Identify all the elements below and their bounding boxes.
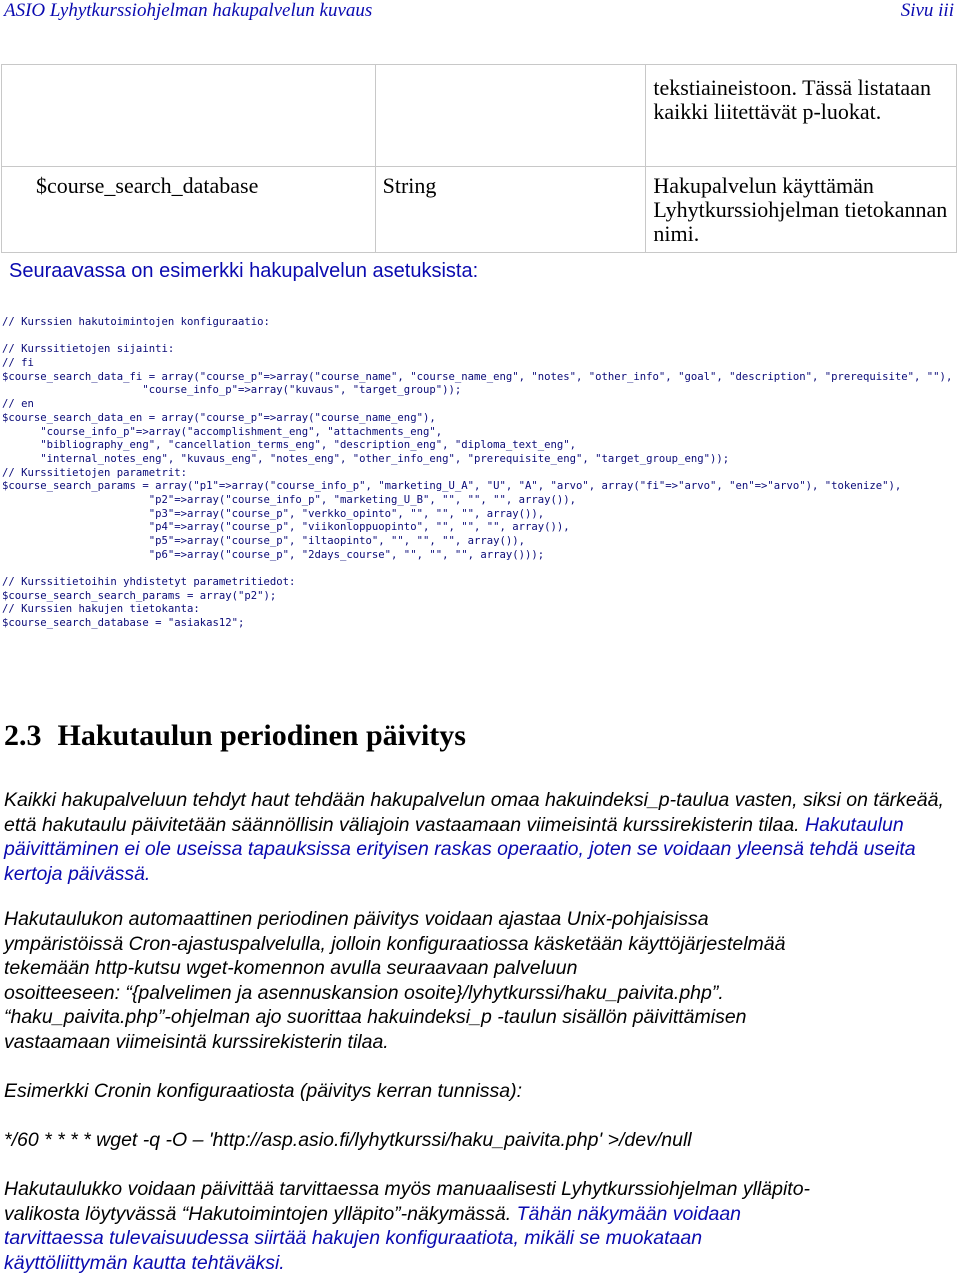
code-line: "bibliography_eng", "cancellation_terms_eng", "description_eng", "diploma_text_eng", [2, 439, 577, 452]
table-row [2, 167, 957, 253]
paragraph [4, 907, 956, 1054]
paragraph-line: vastaamaan viimeisintä kurssirekisterin tilaa. [4, 1030, 389, 1053]
paragraph-text-blue: Tähän näkymään voidaan [511, 1202, 742, 1225]
code-line: "p2"=>array("course_info_p", "marketing_U_B", "", "", "", array()), [2, 493, 577, 506]
code-line: "internal_notes_eng", "kuvaus_eng", "notes_eng", "other_info_eng", "prerequisite_eng", "target_group_eng")); [2, 452, 730, 465]
paragraph-line: käyttöliittymän kautta tehtäväksi. [4, 1251, 285, 1274]
table-cell: Hakupalvelun käyttämän Lyhytkurssiohjelman tietokannan nimi. [646, 167, 957, 253]
paragraph [4, 1128, 956, 1153]
code-line: $course_search_search_params = array("p2"); [2, 589, 277, 602]
table-cell [375, 65, 646, 167]
paragraph-line: Hakutaulukko voidaan päivittää tarvittaessa myös manuaalisesti Lyhytkurssiohjelman ylläpito- [4, 1178, 811, 1200]
code-line: $course_search_database = "asiakas12"; [2, 617, 245, 630]
section-number: 2.3 [4, 719, 42, 752]
table-cell [2, 65, 376, 167]
code-example [2, 316, 952, 631]
variables-table [1, 64, 957, 253]
code-line: "course_info_p"=>array("accomplishment_eng", "attachments_eng", [2, 425, 443, 438]
header-title: ASIO Lyhytkurssiohjelman hakupalvelun kuvaus [4, 0, 373, 21]
paragraph-line: Hakutaulukon automaattinen periodinen päivitys voidaan ajastaa Unix-pohjaisissa [4, 908, 709, 930]
intro-text: Seuraavassa on esimerkki hakupalvelun asetuksista: [9, 260, 479, 282]
table-cell: tekstiaineistoon. Tässä listataan kaikki liitettävät p-luokat. [646, 65, 957, 167]
paragraph [4, 1177, 956, 1275]
code-line: $course_search_data_fi = array("course_p"=>array("course_name", "course_name_eng", "notes", "other_info", "goal", "description", "prerequisite", ""), [2, 370, 953, 383]
code-line: // Kurssien hakutoimintojen konfiguraatio: [2, 316, 270, 328]
paragraph-line: tekemään http-kutsu wget-komennon avulla seuraavaan palveluun [4, 957, 578, 979]
section-title: Hakutaulun periodinen päivitys [57, 719, 466, 752]
table-cell: $course_search_database [2, 167, 376, 253]
cron-example: */60 * * * * wget -q -O – 'http://asp.asio.fi/lyhytkurssi/haku_paivita.php' >/dev/null [4, 1129, 692, 1151]
paragraph-text: Kaikki hakupalveluun tehdyt haut tehdään hakupalvelun omaa hakuindeksi_p-taulua vasten, siksi on tärkeää, että hakutaulu päivitetään säännöllisin väliajoin vastaamaan viimeisintä kurssirekisterin tilaa. [4, 789, 944, 836]
code-line [2, 330, 952, 344]
paragraph-line: “haku_paivita.php”-ohjelman ajo suorittaa hakuindeksi_p -taulun sisällön päivittämisen [4, 1006, 747, 1028]
paragraph-line: osoitteeseen: “{palvelimen ja asennuskansion osoite}/lyhytkurssi/haku_paivita.php”. [4, 981, 724, 1004]
code-line: // Kurssien hakujen tietokanta: [2, 603, 200, 616]
paragraph-line: tarvittaessa tulevaisuudessa siirtää hakujen konfiguraatiota, mikäli se muokataan [4, 1227, 703, 1249]
paragraph-line: ympäristöissä Cron-ajastuspalvelulla, jolloin konfiguraatiossa käsketään käyttöjärjestelmää [4, 932, 786, 955]
code-line: $course_search_params = array("p1"=>array("course_info_p", "marketing_U_A", "U", "A", "arvo", array("fi"=>"arvo", "en"=>"arvo"), "tokenize"), [2, 480, 902, 493]
paragraph [4, 788, 956, 886]
code-line [2, 562, 952, 576]
page-header [0, 0, 960, 22]
paragraph-line: Esimerkki Cronin konfiguraatiosta (päivitys kerran tunnissa): [4, 1080, 523, 1102]
code-line: "p5"=>array("course_p", "iltaopinto", "", "", "", array()), [2, 535, 525, 547]
code-line: // Kurssitietoihin yhdistetyt parametritiedot: [2, 576, 296, 589]
code-line: "course_info_p"=>array("kuvaus", "target_group")); [2, 384, 462, 397]
header-page-number: Sivu iii [900, 0, 954, 21]
code-line: // Kurssitietojen sijainti: [2, 343, 175, 356]
code-line: $course_search_data_en = array("course_p"=>array("course_name_eng"), [2, 411, 436, 424]
code-line: "p6"=>array("course_p", "2days_course", "", "", "", array())); [2, 548, 545, 561]
code-line: "p4"=>array("course_p", "viikonloppuopinto", "", "", "", array()), [2, 521, 570, 534]
paragraph [4, 1079, 956, 1104]
code-line: // Kurssitietojen parametrit: [2, 466, 187, 479]
code-line: // en [2, 398, 34, 411]
section-heading [4, 716, 466, 756]
paragraph-text: valikosta löytyvässä “Hakutoimintojen ylläpito”-näkymässä. [4, 1202, 512, 1225]
table-cell: String [375, 167, 646, 253]
code-line: "p3"=>array("course_p", "verkko_opinto", "", "", "", array()), [2, 507, 545, 520]
table-row [2, 65, 957, 167]
code-line: // fi [2, 357, 34, 370]
paragraph-text-blue: Hakutaulun päivittäminen ei ole useissa tapauksissa erityisen raskas operaatio, joten se voidaan yleensä tehdä useita kertoja päivässä. [4, 813, 916, 885]
